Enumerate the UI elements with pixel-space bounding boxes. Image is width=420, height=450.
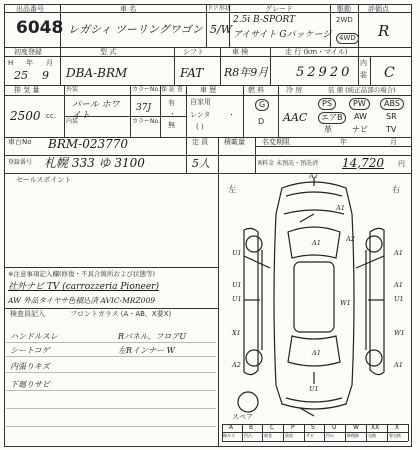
- name-change-deadline-label: 名変期限: [262, 138, 290, 146]
- exterior-color-label: 外装: [66, 86, 79, 93]
- registration-year: 25: [14, 69, 28, 82]
- inspector-notes-label: 検査員記入: [10, 310, 45, 318]
- capacity-value: 5人: [192, 157, 210, 170]
- warranty-option-no: 無: [168, 121, 175, 129]
- inspector-note-right-2: 左Rインナー W: [118, 346, 175, 355]
- legend-meaning: 腐食: [264, 433, 272, 438]
- legend-code: C: [270, 424, 275, 431]
- equip-aw: AW: [354, 112, 367, 121]
- equip-airbag-circled: エアB: [318, 112, 346, 124]
- legend-code: X: [395, 424, 400, 431]
- doors-value: 5/W: [210, 23, 233, 36]
- registration-month: 9: [42, 69, 49, 82]
- wheel-rear-left: [246, 350, 262, 366]
- drive-4wd-circled: 4WD: [336, 33, 359, 44]
- damage-mark: A1: [312, 239, 321, 247]
- legend-meaning: 塗装: [285, 433, 293, 438]
- damage-mark: A2: [309, 172, 318, 180]
- inspector-note-1: ハンドルスレ: [10, 332, 58, 341]
- model-code-label: 型 式: [100, 48, 117, 56]
- first-registration-label: 初度登録: [14, 48, 42, 56]
- damage-mark: U1: [232, 295, 242, 303]
- history-option-private: 自家用: [190, 98, 211, 106]
- legend-code: U: [332, 424, 337, 431]
- recycle-fee-label: R料金 未預託・預託済: [258, 160, 319, 167]
- legend-meaning: 要交換: [389, 433, 401, 438]
- legend-code: P: [291, 424, 295, 431]
- legend-code: S: [311, 424, 315, 431]
- mileage-label: 走 行 (km・マイル): [285, 48, 348, 56]
- era-mark: H: [8, 59, 14, 67]
- windshield-label: フロントガラス (A・AB、X要X): [70, 310, 172, 318]
- legend-meaning: サビ: [306, 433, 314, 438]
- grade-value-line2: アイサイト Gパッケージ: [233, 30, 332, 40]
- registration-number-label: 登録番号: [8, 159, 33, 166]
- damage-mark: A1: [336, 204, 345, 212]
- fuel-gasoline-circled: G: [255, 99, 269, 111]
- interior-label: 内: [360, 59, 367, 67]
- damage-mark: A1: [394, 361, 403, 369]
- equip-abs-circled: ABS: [380, 98, 404, 110]
- damage-mark: U1: [309, 385, 319, 393]
- legend-meaning: 凹み: [326, 433, 334, 438]
- damage-mark: U1: [232, 281, 242, 289]
- lot-number-label: 出品番号: [16, 5, 44, 13]
- damage-mark: A1: [312, 349, 321, 357]
- damage-mark: U1: [394, 295, 404, 303]
- registration-number-value: 札幌 333 ゆ 3100: [44, 156, 145, 170]
- right-side-outline: [370, 228, 384, 374]
- damage-mark: A2: [232, 361, 241, 369]
- equip-sr: SR: [386, 112, 397, 121]
- doors-label: ドア形状: [207, 5, 231, 12]
- legend-meaning: 凹凸: [244, 433, 252, 438]
- damage-mark: A1: [394, 281, 403, 289]
- capacity-label: 定 員: [192, 138, 209, 146]
- ac-value: AAC: [283, 111, 308, 124]
- car-name-value: レガシィ ツーリングワゴン: [68, 23, 203, 36]
- inspector-note-4: 下廻りサビ: [10, 380, 50, 389]
- damage-mark: A2: [346, 235, 355, 243]
- interior-color-label: 内装: [66, 118, 79, 125]
- recycle-fee-unit: 円: [398, 160, 405, 168]
- inspector-note-3: 内張りキズ: [10, 362, 50, 371]
- warranty-option-yes: 有: [168, 99, 175, 107]
- deadline-month-unit: 月: [390, 138, 397, 146]
- cc-unit: cc.: [46, 112, 56, 120]
- color-number-label: カラーNo.: [132, 86, 160, 93]
- color-number-value: 37J: [136, 103, 152, 113]
- recycle-fee-value: 14,720: [342, 156, 384, 170]
- equip-pw-circled: PW: [349, 98, 370, 110]
- damage-mark: W1: [394, 329, 405, 337]
- spare-tire: [238, 392, 258, 412]
- legend-code: XX: [371, 424, 380, 431]
- fuel-label: 燃 料: [248, 86, 265, 94]
- equip-tv: TV: [386, 125, 397, 134]
- warranty-label: 保 証 書: [161, 86, 183, 93]
- evaluation-grade: R: [378, 22, 390, 40]
- mileage-value: 52920: [296, 65, 353, 80]
- inspection-label: 車 検: [232, 48, 249, 56]
- displacement-label: 排 気 量: [14, 86, 40, 94]
- sales-point-label: セールスポイント: [16, 176, 72, 184]
- caution-label: ※注意事項記入欄(修復・不具合箇所および状態等): [8, 270, 156, 278]
- caution-line-2: AW 外品タイヤサ色積込済 AVIC-MRZ009: [8, 296, 155, 305]
- inspector-note-2: シートコゲ: [10, 346, 50, 355]
- interior-grade: C: [384, 65, 395, 81]
- roof-outline: [294, 262, 334, 332]
- deadline-year-unit: 年: [340, 138, 347, 146]
- wheel-rear-right: [366, 350, 382, 366]
- load-capacity-label: 積載量: [224, 138, 245, 146]
- vin-label: 車台No: [8, 138, 32, 146]
- wheel-front-right: [366, 236, 382, 252]
- interior-label-2: 装: [360, 71, 367, 79]
- fuel-diesel: D: [258, 117, 265, 126]
- month-unit-label: 月: [46, 59, 53, 67]
- warranty-option-dot: ・: [169, 110, 176, 118]
- caution-line-1: 社外ナビ TV (carrozzeria Pioneer): [8, 282, 159, 292]
- hood-line: [284, 210, 344, 214]
- damage-mark: A1: [394, 249, 403, 257]
- left-side-outline: [244, 228, 258, 374]
- drive-label: 駆動: [337, 5, 351, 13]
- grade-value-line1: 2.5i B-SPORT: [233, 15, 296, 25]
- evaluation-label: 評価点: [368, 5, 389, 13]
- grade-label: グレード: [265, 5, 293, 13]
- legend-code: B: [249, 424, 254, 431]
- history-label: 車 歴: [200, 86, 217, 94]
- diagram-right-label: 右: [392, 185, 400, 194]
- interior-color-number-label: カラーNo.: [132, 118, 160, 125]
- year-unit-label: 年: [26, 59, 33, 67]
- vin-value: BRM-023770: [48, 137, 129, 151]
- legend-meaning: 線キズ: [223, 433, 235, 438]
- legend-meaning: 交換: [368, 433, 376, 438]
- history-option-other: ( ): [196, 123, 204, 131]
- legend-code: A: [229, 424, 234, 431]
- displacement-value: 2500: [10, 109, 41, 123]
- inspection-value: R8年9月: [224, 66, 269, 79]
- front-bumper: [286, 192, 342, 196]
- equipment-label: 装 備 (純正品部の場合): [328, 86, 396, 94]
- ac-label: 冷 房: [286, 86, 303, 94]
- spare-tire-label: スペア: [232, 413, 253, 421]
- equip-leather: 革: [324, 125, 332, 134]
- history-option-rental: レンタ: [190, 111, 211, 119]
- diagram-left-label: 左: [228, 185, 236, 194]
- rear-bumper: [286, 398, 342, 402]
- model-code-value: DBA-BRM: [66, 66, 128, 80]
- shift-value: FAT: [180, 66, 204, 80]
- legend-meaning: 修理跡: [347, 433, 359, 438]
- equip-ps-circled: PS: [318, 98, 336, 110]
- shift-label: シフト: [183, 48, 204, 56]
- history-option-dot: ・: [228, 111, 235, 119]
- damage-mark: W1: [340, 299, 351, 307]
- inspector-note-right-1: Rパネル、フロアU: [118, 332, 187, 341]
- car-name-label: 車 名: [120, 5, 137, 13]
- wheel-front-left: [246, 236, 262, 252]
- lot-number: 6048: [16, 18, 64, 38]
- exterior-color-value: パール ホワイト: [72, 100, 120, 121]
- legend-code: W: [353, 424, 359, 431]
- drive-2wd: 2WD: [336, 16, 353, 24]
- equip-navi: ナビ: [352, 125, 368, 134]
- damage-mark: X1: [232, 329, 241, 337]
- damage-mark: U1: [232, 249, 242, 257]
